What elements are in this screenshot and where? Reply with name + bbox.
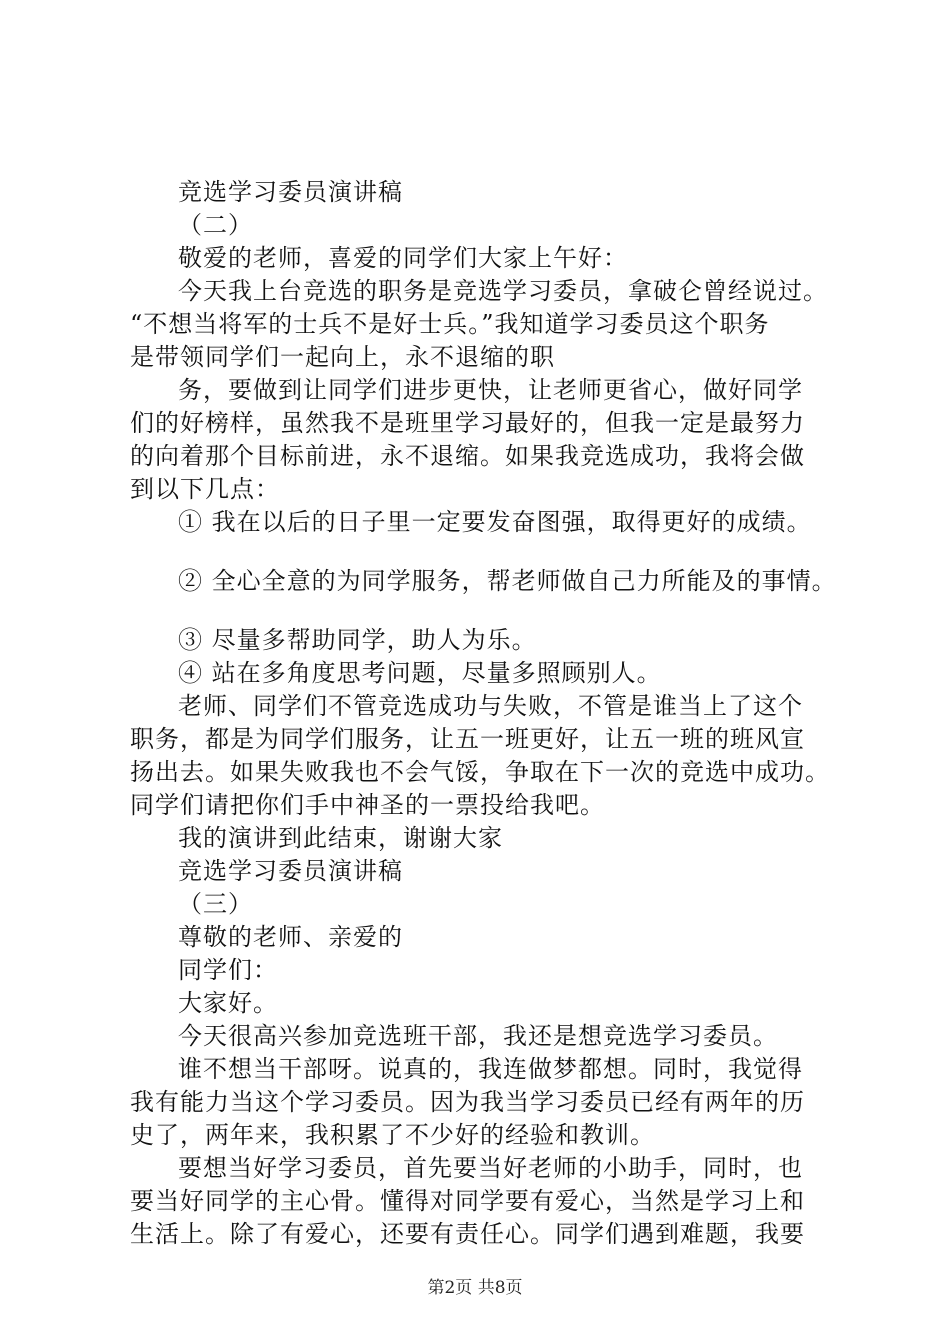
paragraph-line: “不想当将军的士兵不是好士兵。”我知道学习委员这个职务 xyxy=(130,310,770,338)
list-item: ④ 站在多角度思考问题，尽量多照顾别人。 xyxy=(178,659,662,687)
list-item: ② 全心全意的为同学服务，帮老师做自己力所能及的事情。 xyxy=(178,567,837,595)
document-body xyxy=(130,176,840,1251)
salutation: 敬爱的老师，喜爱的同学们大家上午好： xyxy=(178,244,628,272)
paragraph-line: 今天我上台竞选的职务是竞选学习委员，拿破仑曾经说过。 xyxy=(178,277,828,305)
list-item: ① 我在以后的日子里一定要发奋图强，取得更好的成绩。 xyxy=(178,508,812,536)
page-footer: 第2页 共8页 xyxy=(427,1278,523,1298)
paragraph-line: 老师、同学们不管竞选成功与失败，不管是谁当上了这个 xyxy=(178,692,803,720)
spacer xyxy=(130,598,840,624)
paragraph-line: 是带领同学们一起向上，永不退缩的职 xyxy=(130,343,555,371)
greeting: 大家好。 xyxy=(178,989,278,1017)
paragraph-line: 史了，两年来，我积累了不少好的经验和教训。 xyxy=(130,1121,655,1149)
section-number: （三） xyxy=(178,890,253,918)
paragraph-line: 务，要做到让同学们进步更快，让老师更省心，做好同学 xyxy=(178,376,803,404)
spacer xyxy=(130,539,840,565)
paragraph-line: 我的演讲到此结束，谢谢大家 xyxy=(178,824,503,852)
paragraph-line: 到以下几点： xyxy=(130,475,280,503)
paragraph-line: 我有能力当这个学习委员。因为我当学习委员已经有两年的历 xyxy=(130,1088,805,1116)
paragraph-line: 扬出去。如果失败我也不会气馁，争取在下一次的竞选中成功。 xyxy=(130,758,830,786)
paragraph-line: 生活上。除了有爱心，还要有责任心。同学们遇到难题，我要 xyxy=(130,1220,805,1248)
paragraph-line: 同学们请把你们手中神圣的一票投给我吧。 xyxy=(130,791,605,819)
list-item: ③ 尽量多帮助同学，助人为乐。 xyxy=(178,626,537,654)
paragraph-line: 要想当好学习委员，首先要当好老师的小助手，同时，也 xyxy=(178,1154,803,1182)
paragraph-line: 的向着那个目标前进，永不退缩。如果我竞选成功，我将会做 xyxy=(130,442,805,470)
section-title: 竞选学习委员演讲稿 xyxy=(178,857,403,885)
salutation: 同学们： xyxy=(178,956,278,984)
paragraph-line: 谁不想当干部呀。说真的，我连做梦都想。同时，我觉得 xyxy=(178,1055,803,1083)
paragraph-line: 职务，都是为同学们服务，让五一班更好，让五一班的班风宣 xyxy=(130,725,805,753)
paragraph-line: 要当好同学的主心骨。懂得对同学要有爱心，当然是学习上和 xyxy=(130,1187,805,1215)
section-number: （二） xyxy=(178,211,253,239)
paragraph-line: 今天很高兴参加竞选班干部，我还是想竞选学习委员。 xyxy=(178,1022,778,1050)
paragraph-line: 们的好榜样，虽然我不是班里学习最好的，但我一定是最努力 xyxy=(130,409,805,437)
salutation: 尊敬的老师、亲爱的 xyxy=(178,923,403,951)
section-title: 竞选学习委员演讲稿 xyxy=(178,178,403,206)
